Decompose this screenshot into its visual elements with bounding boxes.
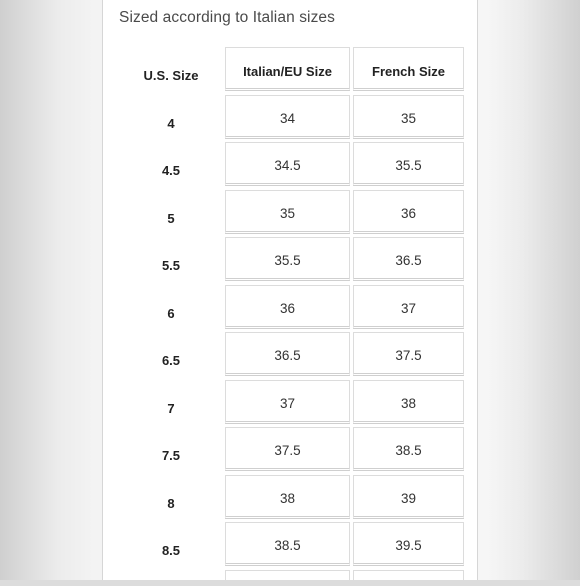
french-size-cell: 35.5 xyxy=(353,142,464,186)
us-size-cell: 4.5 xyxy=(161,163,181,178)
us-size-cell: 8.5 xyxy=(161,543,181,558)
us-size-cell: 6 xyxy=(167,306,175,321)
eu-size-cell: 36.5 xyxy=(225,332,350,376)
french-size-cell: 38 xyxy=(353,380,464,424)
french-size-cell: 39.5 xyxy=(353,522,464,566)
eu-size-cell: 34.5 xyxy=(225,142,350,186)
french-size-cell: 37.5 xyxy=(353,332,464,376)
french-size-cell: 39 xyxy=(353,475,464,519)
us-size-cell: 7.5 xyxy=(161,448,181,463)
us-size-cell: 4 xyxy=(167,116,175,131)
french-size-cell: 36.5 xyxy=(353,237,464,281)
eu-size-cell: 35.5 xyxy=(225,237,350,281)
eu-size-cell: 38 xyxy=(225,475,350,519)
size-chart-card xyxy=(102,0,478,580)
eu-size-cell: 36 xyxy=(225,285,350,329)
header-french-size: French Size xyxy=(353,47,464,91)
french-size-cell: 35 xyxy=(353,95,464,139)
us-size-cell: 8 xyxy=(167,496,175,511)
eu-size-cell: 37 xyxy=(225,380,350,424)
header-us-size: U.S. Size xyxy=(143,68,199,83)
us-size-cell: 7 xyxy=(167,401,175,416)
french-size-cell: 36 xyxy=(353,190,464,234)
eu-size-cell: 38.5 xyxy=(225,522,350,566)
us-size-cell: 6.5 xyxy=(161,353,181,368)
size-chart-caption: Sized according to Italian sizes xyxy=(119,9,336,26)
eu-size-cell: 34 xyxy=(225,95,350,139)
table-row-partial-cell xyxy=(225,570,350,586)
french-size-cell: 38.5 xyxy=(353,427,464,471)
table-row-partial-cell xyxy=(353,570,464,586)
us-size-cell: 5.5 xyxy=(161,258,181,273)
header-italian-eu-size: Italian/EU Size xyxy=(225,47,350,91)
eu-size-cell: 37.5 xyxy=(225,427,350,471)
us-size-cell: 5 xyxy=(167,211,175,226)
french-size-cell: 37 xyxy=(353,285,464,329)
eu-size-cell: 35 xyxy=(225,190,350,234)
